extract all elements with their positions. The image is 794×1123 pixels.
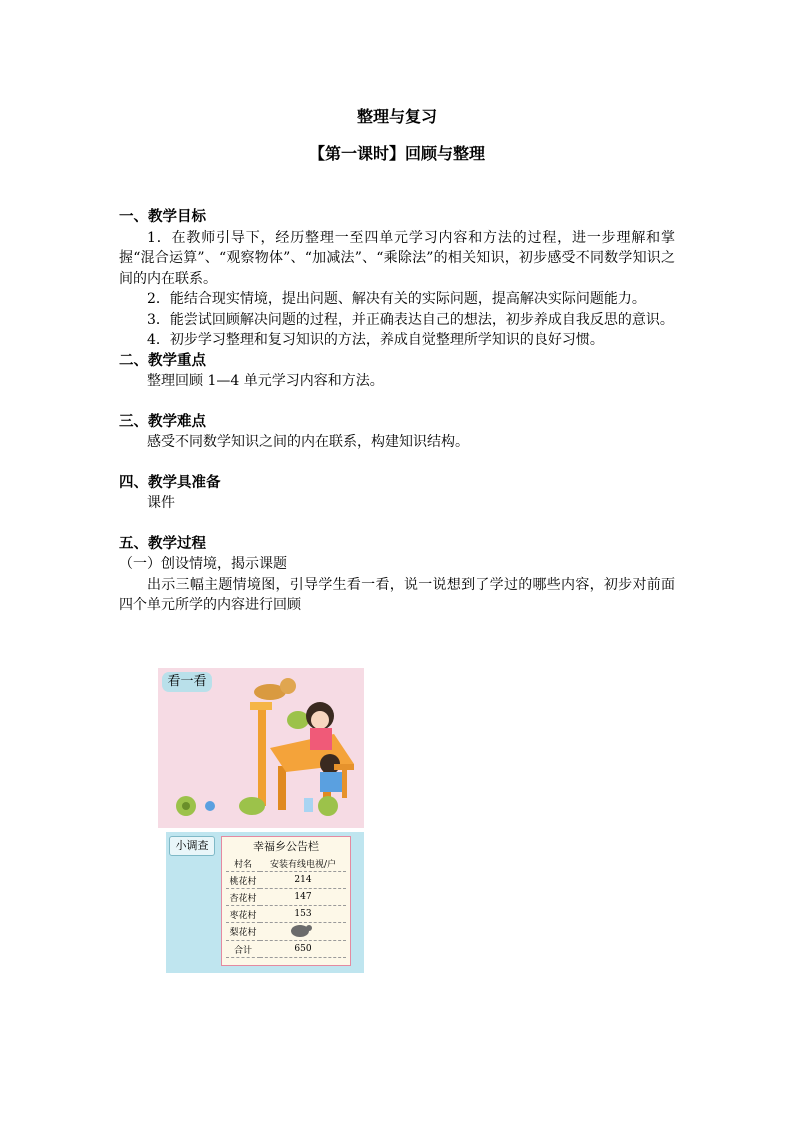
goal-item-2: 2．能结合现实情境，提出问题、解决有关的实际问题，提高解决实际问题能力。 xyxy=(147,291,646,307)
table-row xyxy=(226,889,346,906)
section-heading-materials: 四、教学具准备 xyxy=(119,474,221,491)
cup-icon xyxy=(304,798,313,812)
table-header: 村名 xyxy=(226,855,260,872)
section-heading-process: 五、教学过程 xyxy=(119,535,206,552)
goal-item-3: 3．能尝试回顾解决问题的过程，并正确表达自己的想法，初步养成自我反思的意识。 xyxy=(147,311,674,328)
table-cell: 147 xyxy=(260,889,346,906)
table-header: 安装有线电视/户 xyxy=(260,855,346,872)
scene-illustration xyxy=(158,668,364,828)
section-heading-difficulties: 三、教学难点 xyxy=(119,413,206,430)
doc-title: 整理与复习 xyxy=(356,107,437,126)
goal-item-1: 1．在教师引导下，经历整理一至四单元学习内容和方法的过程，进一步理解和掌握“混合运算”、“观察物体”、“加减法”、“乘除法”的相关知识，初步感受不同数学知识之间的内在联系。 xyxy=(119,229,675,287)
stool-top xyxy=(250,702,272,710)
table-cell: 桃花村 xyxy=(226,872,260,889)
survey-illustration xyxy=(166,832,364,973)
doc-subtitle: 【第一课时】回顾与整理 xyxy=(308,144,485,163)
notice-board xyxy=(221,836,351,966)
stool-leg xyxy=(258,706,266,806)
table-row xyxy=(226,872,346,889)
section-heading-goals: 一、教学目标 xyxy=(119,209,206,225)
goal-item-4: 4．初步学习整理和复习知识的方法，养成自觉整理所学知识的良好习惯。 xyxy=(147,332,604,348)
table-cell: 153 xyxy=(260,906,346,923)
table-cell: 枣花村 xyxy=(226,906,260,923)
table-cell: 214 xyxy=(260,872,346,889)
table-cell: 650 xyxy=(260,941,346,958)
key-points-text: 整理回顾 1—4 单元学习内容和方法。 xyxy=(147,373,384,389)
survey-tag: 小调查 xyxy=(169,836,215,856)
difficulties-text: 感受不同数学知识之间的内在联系，构建知识结构。 xyxy=(147,434,469,450)
process-text: 出示三幅主题情境图，引导学生看一看，说一说想到了学过的哪些内容，初步对前面四个单元所学的内容进行回顾 xyxy=(119,576,675,613)
survey-table xyxy=(226,855,346,958)
table-row xyxy=(226,941,346,958)
teapot-icon xyxy=(287,711,309,729)
table-row xyxy=(226,906,346,923)
doc-body xyxy=(119,207,675,616)
section-heading-key-points: 二、教学重点 xyxy=(119,352,206,369)
process-subheading: （一）创设情境，揭示课题 xyxy=(119,556,287,572)
table-cell xyxy=(260,923,346,941)
table-header-row xyxy=(226,855,346,872)
ink-blot-icon xyxy=(290,923,316,937)
table-row xyxy=(226,923,346,941)
front-view-icon xyxy=(318,796,338,816)
materials-text: 课件 xyxy=(147,495,175,511)
board-title: 幸福乡公告栏 xyxy=(253,840,319,853)
scene-drawing xyxy=(158,668,364,828)
table-cell: 合计 xyxy=(226,941,260,958)
side-view-icon xyxy=(239,797,265,815)
table-cell: 梨花村 xyxy=(226,923,260,941)
table-cell: 杏花村 xyxy=(226,889,260,906)
look-tag: 看一看 xyxy=(162,672,212,692)
